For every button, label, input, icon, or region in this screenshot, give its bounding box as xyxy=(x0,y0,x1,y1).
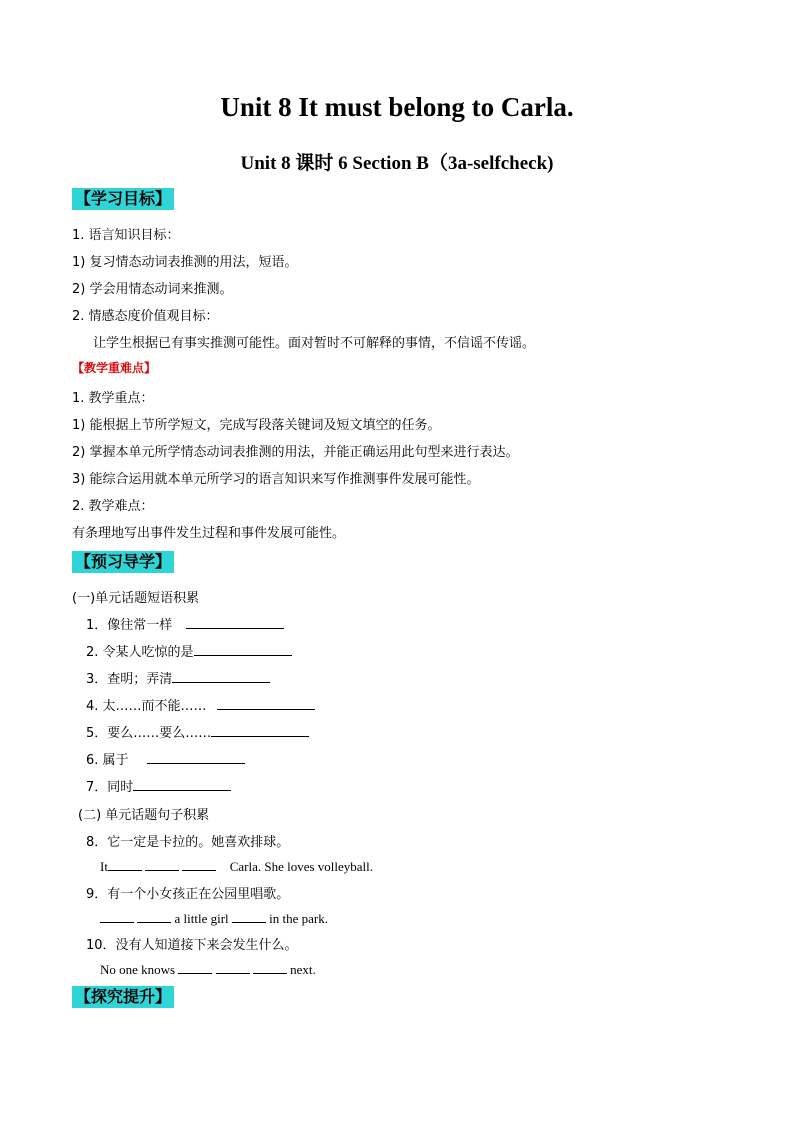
sentence-en: a little girl in the park. xyxy=(100,910,328,927)
phrase-item: 5．要么……要么…… xyxy=(86,722,309,741)
answer-blank[interactable] xyxy=(211,724,309,737)
sentence-cn: 8．它一定是卡拉的。她喜欢排球。 xyxy=(86,835,290,850)
phrase-item: 4. 太……而不能…… xyxy=(86,695,315,714)
goal-line: 1. 语言知识目标： xyxy=(72,228,180,243)
answer-blank[interactable] xyxy=(182,858,216,871)
goal-line: 2. 情感态度价值观目标： xyxy=(72,309,219,324)
phrase-item: 6. 属于 xyxy=(86,749,245,768)
keypoint-line: 2) 掌握本单元所学情态动词表推测的用法，并能正确运用此句型来进行表达。 xyxy=(72,445,519,460)
answer-blank[interactable] xyxy=(108,858,142,871)
section-heading-keypoints: 【教学重难点】 xyxy=(72,361,157,375)
answer-blank[interactable] xyxy=(217,697,315,710)
answer-blank[interactable] xyxy=(133,778,231,791)
answer-blank[interactable] xyxy=(172,670,270,683)
keypoint-line: 1. 教学重点： xyxy=(72,391,154,406)
answer-blank[interactable] xyxy=(137,910,171,923)
keypoint-line: 3) 能综合运用就本单元所学习的语言知识来写作推测事件发展可能性。 xyxy=(72,472,480,487)
keypoint-line: 1) 能根据上节所学短文，完成写段落关键词及短文填空的任务。 xyxy=(72,418,441,433)
answer-blank[interactable] xyxy=(216,961,250,974)
page-subtitle: Unit 8 课时 6 Section B（3a-selfcheck) xyxy=(240,153,554,174)
answer-blank[interactable] xyxy=(147,751,245,764)
goal-line: 2) 学会用情态动词来推测。 xyxy=(72,282,233,297)
phrase-item: 2. 令某人吃惊的是 xyxy=(86,641,292,660)
part-title-phrases: (一)单元话题短语积累 xyxy=(72,591,200,606)
answer-blank[interactable] xyxy=(100,910,134,923)
phrase-item: 7．同时 xyxy=(86,776,231,795)
sentence-en: It Carla. She loves volleyball. xyxy=(100,859,374,874)
answer-blank[interactable] xyxy=(232,910,266,923)
keypoint-line: 有条理地写出事件发生过程和事件发展可能性。 xyxy=(72,526,346,541)
page-title: Unit 8 It must belong to Carla. xyxy=(220,92,574,122)
phrase-item: 1．像往常一样 xyxy=(86,614,284,633)
sentence-en: No one knows next. xyxy=(100,962,316,977)
part-title-sentences: (二) 单元话题句子积累 xyxy=(78,808,210,823)
sentence-cn: 10．没有人知道接下来会发生什么。 xyxy=(86,938,298,953)
answer-blank[interactable] xyxy=(145,858,179,871)
answer-blank[interactable] xyxy=(178,961,212,974)
answer-blank[interactable] xyxy=(194,643,292,656)
answer-blank[interactable] xyxy=(253,961,287,974)
answer-blank[interactable] xyxy=(186,616,284,629)
keypoint-line: 2. 教学难点： xyxy=(72,499,154,514)
section-heading-goals: 【学习目标】 xyxy=(72,188,174,210)
goal-line: 让学生根据已有事实推测可能性。面对暂时不可解释的事情，不信谣不传谣。 xyxy=(93,336,536,351)
section-heading-explore: 【探究提升】 xyxy=(72,986,174,1008)
goal-line: 1) 复习情态动词表推测的用法，短语。 xyxy=(72,255,298,270)
phrase-item: 3．查明；弄清 xyxy=(86,668,270,687)
section-heading-preview: 【预习导学】 xyxy=(72,551,174,573)
sentence-cn: 9．有一个小女孩正在公园里唱歌。 xyxy=(86,887,290,902)
